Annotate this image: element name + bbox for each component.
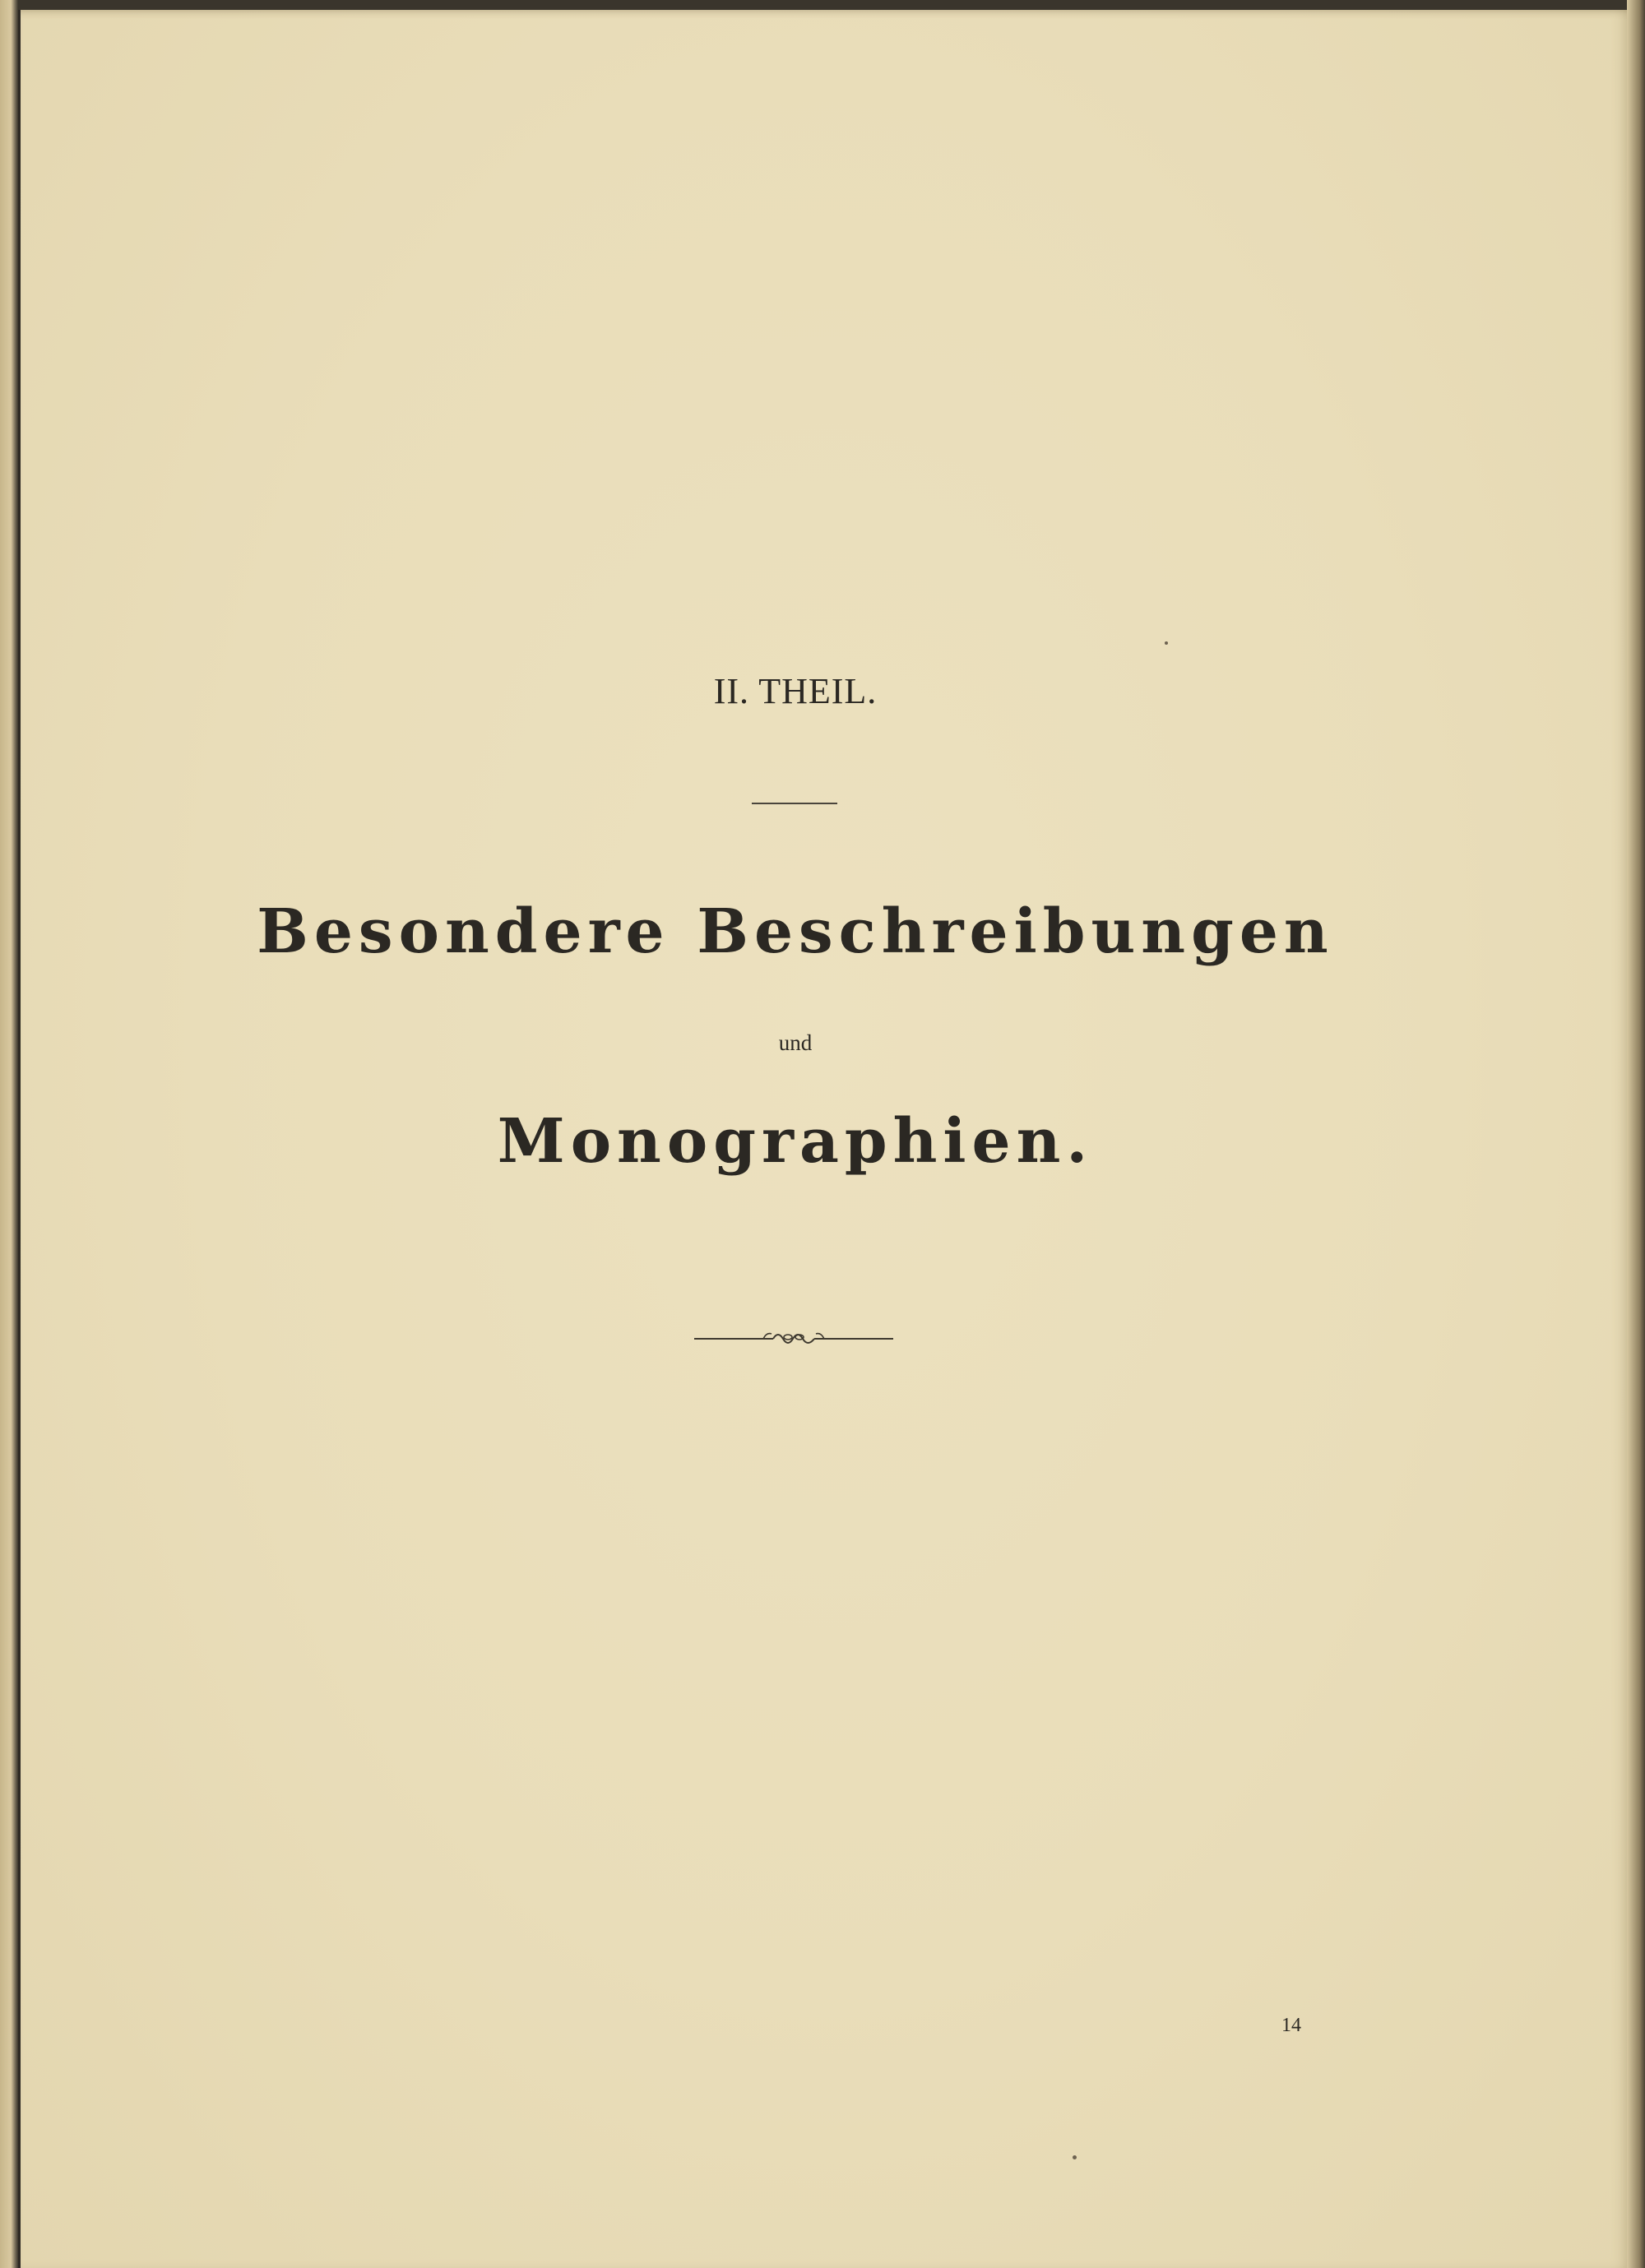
main-title: Besondere Beschreibungen [257,896,1334,967]
part-heading: II. THEIL. [713,671,878,711]
page-edge-shadow [1627,0,1645,2268]
paper-speck [1073,2155,1077,2159]
conjunction-text: und [778,1030,813,1055]
subtitle: Monographien. [497,1106,1094,1177]
page-number: 14 [1281,2015,1301,2036]
short-divider-rule [752,803,837,804]
binding-edge [0,0,18,2268]
paper-speck [1165,641,1168,645]
decorative-flourish-icon [691,1321,897,1354]
